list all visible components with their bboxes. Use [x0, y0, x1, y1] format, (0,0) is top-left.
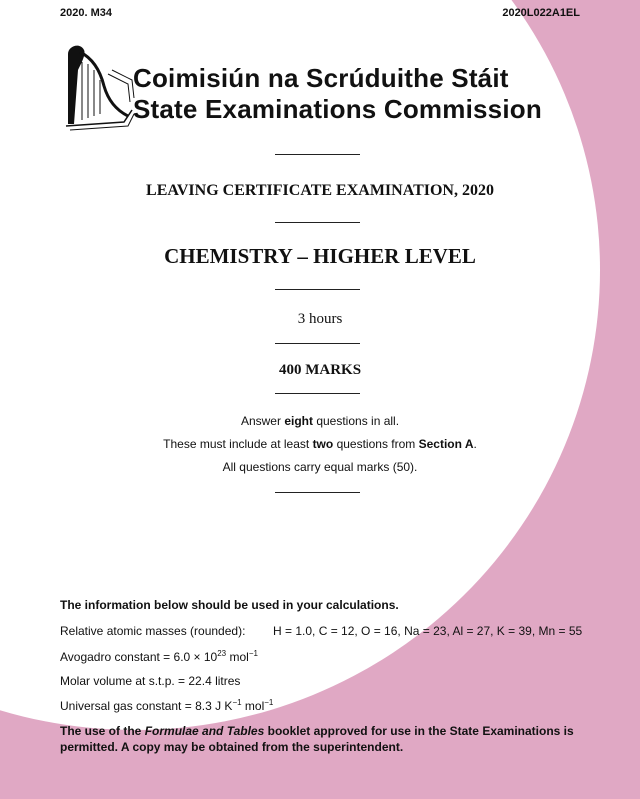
divider — [275, 492, 360, 493]
avogadro-constant: Avogadro constant = $6.0 \times 10^{23}$ mol$^{-1}$ — [60, 649, 258, 664]
instruction-line-1: Answer eight questions in all. — [240, 414, 400, 428]
organisation-name-irish: Coimisiún na Scrúduithe Stáit — [133, 63, 509, 93]
harp-book-icon — [58, 40, 136, 132]
instruction-line-2: These must include at least two questions from Section A. — [163, 437, 477, 451]
exam-title: LEAVING CERTIFICATE EXAMINATION, 2020 — [146, 182, 494, 199]
divider — [275, 154, 360, 155]
paper-code: 2020. M34 — [60, 7, 112, 19]
molar-volume: Molar volume at s.t.p. = 22.4 litres — [60, 674, 241, 688]
relative-atomic-masses-values: H = 1.0, C = 12, O = 16, Na = 23, Al = 27, K = 39, Mn = 55 — [273, 624, 583, 638]
divider — [275, 289, 360, 290]
relative-atomic-masses-label: Relative atomic masses (rounded): — [60, 624, 246, 638]
subject-title: CHEMISTRY – HIGHER LEVEL — [164, 244, 476, 268]
gas-constant: Universal gas constant = 8.3 J $K^{-1}$ mol$^{-1}$ — [60, 698, 274, 713]
organisation-name-english: State Examinations Commission — [133, 94, 542, 124]
divider — [275, 393, 360, 394]
exam-duration: 3 hours — [297, 311, 343, 327]
instruction-line-3: All questions carry equal marks (50). — [222, 460, 418, 474]
divider — [275, 343, 360, 344]
divider — [275, 222, 360, 223]
total-marks: 400 MARKS — [278, 362, 362, 378]
tables-booklet-note: The use of the Formulae and Tables booklet approved for use in the State Examinations is permitted. A copy may be obtained from the superintendent. — [60, 724, 574, 754]
info-heading: The information below should be used in your calculations. — [60, 598, 399, 612]
document-code: 2020L022A1EL — [502, 7, 580, 19]
